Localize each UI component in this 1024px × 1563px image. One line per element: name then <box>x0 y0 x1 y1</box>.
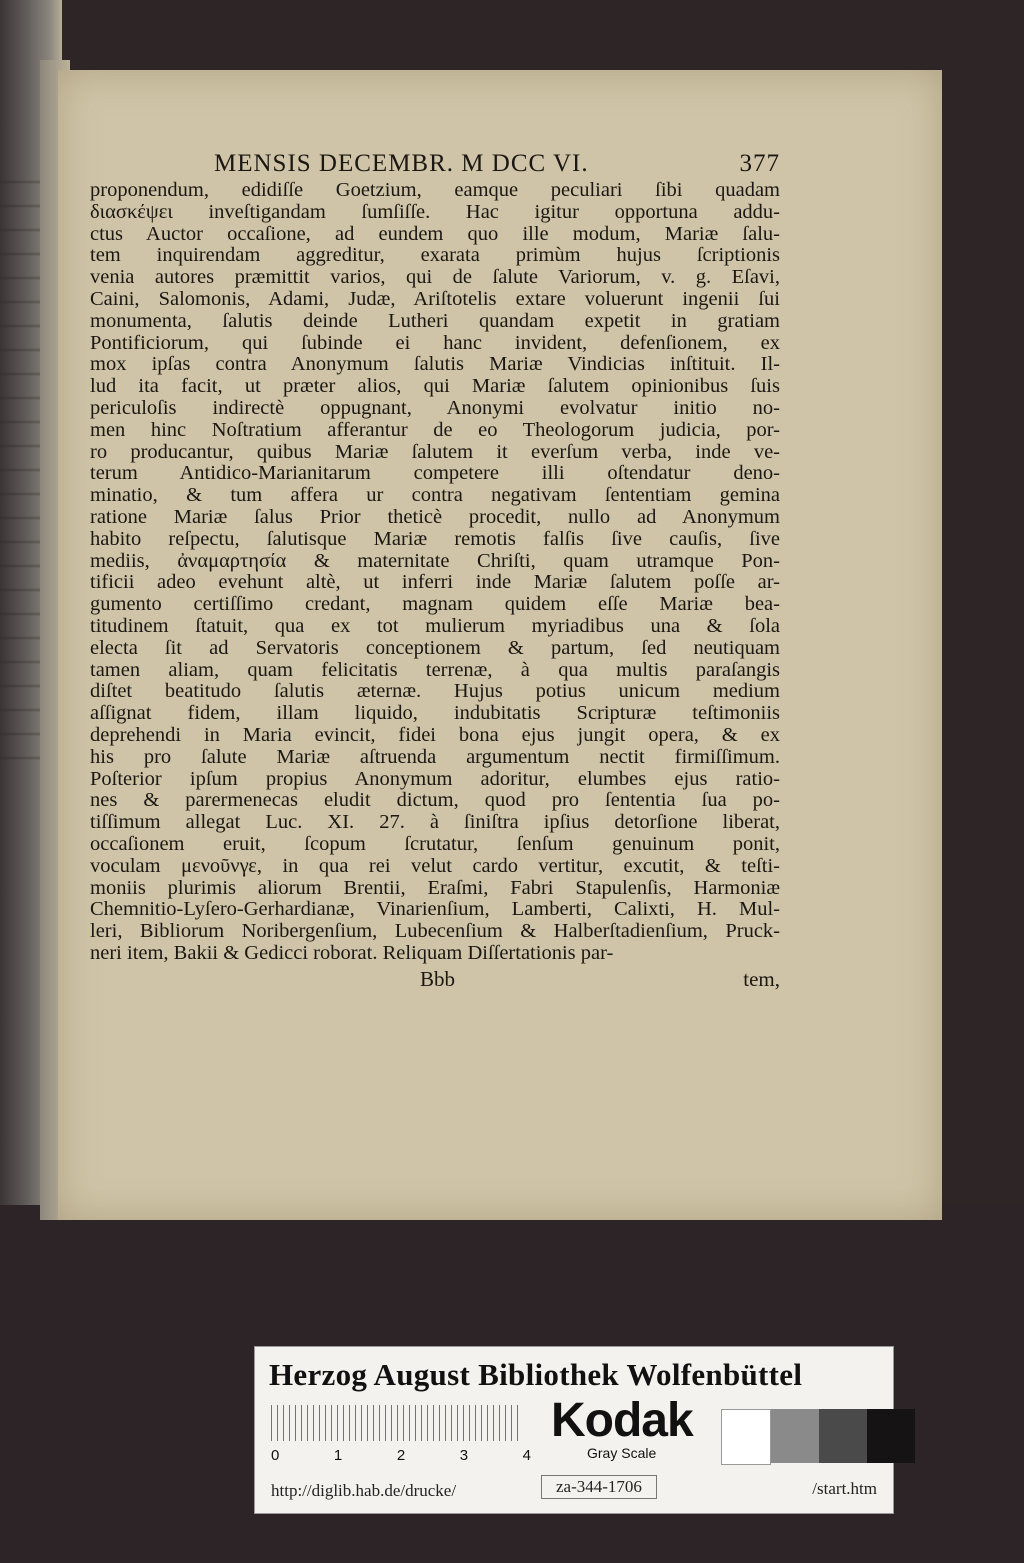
text-line: venia autores præmittit varios, qui de ſalute Variorum, v. g. Eſavi, <box>90 266 780 289</box>
gray-scale-label: Gray Scale <box>587 1445 657 1461</box>
text-line: deprehendi in Maria evincit, fidei bona ejus jungit opera, & ex <box>90 723 780 746</box>
text-line: διασκέψει inveſtigandam ſumſiſſe. Hac igitur opportuna addu- <box>90 200 780 223</box>
color-calibration-card <box>254 1346 894 1514</box>
text-line: titudinem ſtatuit, qua ex tot mulierum myriadibus una & ſola <box>90 614 780 637</box>
ruler-tick-labels <box>271 1447 531 1464</box>
page-footer <box>90 967 780 992</box>
catchword: tem, <box>743 966 780 991</box>
text-line: his pro ſalute Mariæ aſtruenda argumentum nectit firmiſſimum. <box>90 745 780 768</box>
text-line: Caini, Salomonis, Adami, Judæ, Ariſtotelis extare voluerunt ingenii ſui <box>90 287 780 310</box>
text-line: tamen aliam, quam felicitatis terrenæ, à qua multis paraſangis <box>90 658 780 681</box>
text-line: monumenta, ſalutis deinde Lutheri quandam expetit in gratiam <box>90 309 780 332</box>
text-line: men hinc Noſtratium afferantur de eo Theologorum judicia, por- <box>90 418 780 441</box>
text-line: periculoſis indirectè oppugnant, Anonymi evolvatur initio no- <box>90 396 780 419</box>
text-line: tiſſimum allegat Luc. XI. 27. à ſiniſtra ipſius detorſione liberat, <box>90 811 780 834</box>
text-line: neri item, Bakii & Gedicci roborat. Reliquam Diſſertationis par- <box>90 941 614 964</box>
body-text <box>90 180 780 965</box>
text-line: occaſionem eruit, ſcopum ſcrutatur, ſenſum genuinum ponit, <box>90 832 780 855</box>
text-line: Chemnitio-Lyſero-Gerhardianæ, Vinarienſium, Lamberti, Calixti, H. Mul- <box>90 898 780 921</box>
gray-swatch <box>771 1409 819 1463</box>
text-line: gumento certiſſimo credant, magnam quidem eſſe Mariæ bea- <box>90 593 780 616</box>
text-line: ro producantur, quibus Mariæ ſalutem it everſum verba, inde ve- <box>90 440 780 463</box>
text-line: Poſterior ipſum propius Anonymum adoritur, elumbes ejus ratio- <box>90 767 780 790</box>
text-line: mox ipſas contra Anonymum ſalutis Mariæ Vindicias inſtituit. Il- <box>90 353 780 376</box>
text-line: ratione Mariæ ſalus Prior theticè procedit, nullo ad Anonymum <box>90 505 780 528</box>
kodak-logo: Kodak <box>551 1394 693 1447</box>
running-head-title: MENSIS DECEMBR. M DCC VI. <box>214 150 589 177</box>
running-head <box>90 150 780 178</box>
ruler-tick-label: 0 <box>271 1447 280 1464</box>
text-line: tificii adeo evehunt altè, ut inferri inde Mariæ ſalutem poſſe ar- <box>90 571 780 594</box>
page-text <box>90 150 780 992</box>
gray-swatch <box>867 1409 915 1463</box>
gray-swatch <box>819 1409 867 1463</box>
text-line: leri, Bibliorum Noribergenſium, Lubecenſium & Halberſtadienſium, Pruck- <box>90 920 780 943</box>
text-line: moniis plurimis aliorum Brentii, Eraſmi, Fabri Stapulenſis, Harmoniæ <box>90 876 780 899</box>
ruler-scale <box>271 1405 523 1441</box>
text-line: lud ita facit, ut præter alios, qui Mariæ ſalutem opinionibus ſuis <box>90 375 780 398</box>
signature-mark: Bbb <box>420 966 456 991</box>
adjacent-page-edge <box>0 160 40 760</box>
text-line: mediis, ἀναμαρτησία & maternitate Chriſti, quam utramque Pon- <box>90 549 780 572</box>
text-line: proponendum, edidiſſe Goetzium, eamque peculiari ſibi quadam <box>90 179 780 201</box>
text-line: tem inquirendam aggreditur, exarata primùm hujus ſcriptionis <box>90 244 780 267</box>
gray-swatches <box>721 1409 915 1463</box>
ruler-tick-label: 3 <box>459 1447 469 1464</box>
text-line: minatio, & tum affera ur contra negativam ſententiam gemina <box>90 484 780 507</box>
text-line: voculam μενοῦνγε, in qua rei velut cardo vertitur, excutit, & teſti- <box>90 854 780 877</box>
library-name: Herzog August Bibliothek Wolfenbüttel <box>269 1357 803 1392</box>
card-url: http://diglib.hab.de/drucke/ <box>271 1481 457 1500</box>
text-line: Pontificiorum, qui ſubinde ei hanc invident, defenſionem, ex <box>90 331 780 354</box>
page-number: 377 <box>739 150 780 177</box>
ruler-tick-label: 2 <box>396 1447 406 1464</box>
text-line: ctus Auctor occaſione, ad eundem quo ille modum, Mariæ ſalu- <box>90 222 780 245</box>
card-start-link: /start.htm <box>812 1479 877 1498</box>
ruler-tick-label: 1 <box>333 1447 343 1464</box>
text-line: nes & parermenecas eludit dictum, quod pro ſententia ſua po- <box>90 789 780 812</box>
text-line: diſtet beatitudo ſalutis æternæ. Hujus potius unicum medium <box>90 680 780 703</box>
text-line: terum Antidico-Marianitarum competere illi oſtendatur deno- <box>90 462 780 485</box>
gray-swatch <box>721 1409 771 1465</box>
text-line: aſſignat fidem, illam liquido, indubitatis Scripturæ teſtimoniis <box>90 702 780 725</box>
text-line: electa ſit ad Servatoris conceptionem & partum, ſed neutiquam <box>90 636 780 659</box>
text-line: habito reſpectu, ſalutisque Mariæ remotis falſis ſive cauſis, ſive <box>90 527 780 550</box>
card-identifier: za-344-1706 <box>541 1475 657 1499</box>
ruler-tick-label: 4 <box>522 1447 531 1464</box>
